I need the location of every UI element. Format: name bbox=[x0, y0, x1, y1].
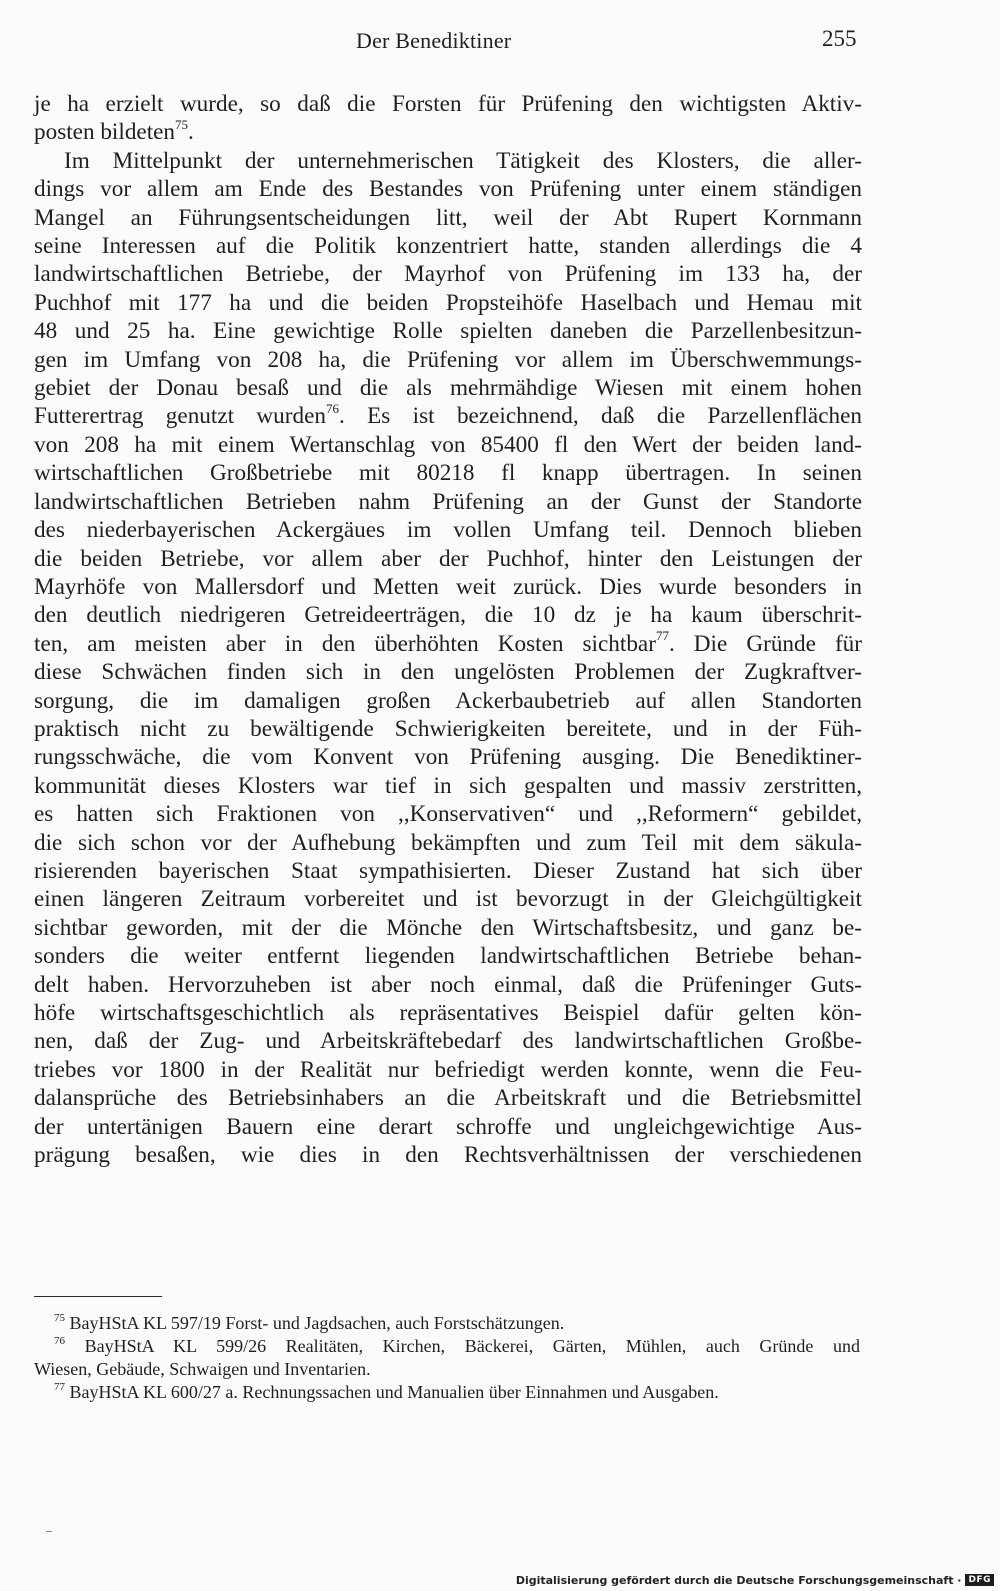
margin-mark bbox=[46, 1531, 52, 1532]
body-line: je ha erzielt wurde, so daß die Forsten für Prüfening den wichtigsten Aktiv- bbox=[34, 91, 862, 117]
footnote-line: $^{77}$ BayHStA KL 600/27 a. Rechnungssachen und Manualien über Einnahmen und Ausgaben. bbox=[54, 1381, 719, 1402]
body-line: gen im Umfang von 208 ha, die Prüfening vor allem im Überschwemmungs- bbox=[34, 346, 862, 373]
footnote-number: 77 bbox=[54, 1381, 65, 1393]
body-line: sorgung, die im damaligen großen Ackerbaubetrieb auf allen Standorten bbox=[34, 687, 862, 714]
body-line: 48 und 25 ha. Eine gewichtige Rolle spielten daneben die Parzellenbesitzun- bbox=[34, 318, 862, 345]
body-line: sonders die weiter entfernt liegenden landwirtschaftlichen Betriebe behan- bbox=[34, 943, 862, 970]
body-line: einen längeren Zeitraum vorbereitet und ist bevorzugt in der Gleichgültigkeit bbox=[34, 886, 862, 913]
footnote-number: 75 bbox=[54, 1312, 65, 1324]
body-line: nen, daß der Zug- und Arbeitskräftebedarf des landwirtschaftlichen Großbe- bbox=[34, 1028, 862, 1055]
footnote-ref: 76 bbox=[325, 400, 339, 416]
body-line: die sich schon vor der Aufhebung bekämpften und zum Teil mit dem säkula- bbox=[34, 829, 862, 856]
body-line: des niederbayerischen Ackergäues im vollen Umfang teil. Dennoch blieben bbox=[34, 517, 862, 544]
page-header bbox=[0, 28, 1000, 62]
running-title: Der Benediktiner bbox=[356, 28, 512, 53]
body-line: Mayrhöfe von Mallersdorf und Metten weit zurück. Dies wurde besonders in bbox=[34, 573, 862, 600]
body-line: dalansprüche des Betriebsinhabers an die Arbeitskraft und die Betriebsmittel bbox=[34, 1085, 862, 1112]
body-line: dings vor allem am Ende des Bestandes von Prüfening unter einem ständigen bbox=[34, 176, 862, 203]
body-line: rungsschwäche, die vom Konvent von Prüfening ausging. Die Benediktiner- bbox=[34, 744, 862, 771]
footnote-ref: 77 bbox=[655, 627, 669, 643]
footnote-ref: 75 bbox=[175, 116, 189, 132]
body-line: ten, am meisten aber in den überhöhten Kosten sichtbar$^{77}$. Die Gründe für bbox=[34, 627, 862, 657]
body-line: seine Interessen auf die Politik konzentriert hatte, standen allerdings die 4 bbox=[34, 233, 862, 260]
body-line: diese Schwächen finden sich in den ungelösten Problemen der Zugkraftver- bbox=[34, 659, 862, 686]
body-line: höfe wirtschaftsgeschichtlich als repräsentatives Beispiel dafür gelten kön- bbox=[34, 1000, 862, 1026]
digitization-credit bbox=[516, 1569, 1000, 1591]
footnote-number: 76 bbox=[54, 1335, 65, 1347]
body-line: von 208 ha mit einem Wertanschlag von 85400 fl den Wert der beiden land- bbox=[34, 431, 862, 458]
footnote-rule bbox=[34, 1296, 162, 1297]
body-text bbox=[34, 90, 862, 1169]
body-line: prägung besaßen, wie dies in den Rechtsverhältnissen der verschiedenen bbox=[34, 1142, 862, 1169]
body-line: es hatten sich Fraktionen von ,,Konservativen“ und ,,Reformern“ gebildet, bbox=[34, 801, 862, 828]
body-line: landwirtschaftlichen Betriebe, der Mayrhof von Prüfening im 133 ha, der bbox=[34, 261, 862, 288]
body-line: Puchhof mit 177 ha und die beiden Propsteihöfe Haselbach und Hemau mit bbox=[34, 289, 862, 316]
body-line: kommunität dieses Klosters war tief in sich gespalten und massiv zerstritten, bbox=[34, 772, 862, 799]
body-line: Futterertrag genutzt wurden$^{76}$. Es ist bezeichnend, daß die Parzellenflächen bbox=[34, 400, 862, 430]
body-line: die beiden Betriebe, vor allem aber der Puchhof, hinter den Leistungen der bbox=[34, 545, 862, 572]
dfg-logo-icon: DFG bbox=[965, 1574, 994, 1586]
footnote-line: Wiesen, Gebäude, Schwaigen und Inventarien. bbox=[34, 1359, 371, 1379]
body-line: risierenden bayerischen Staat sympathisierten. Dieser Zustand hat sich über bbox=[34, 857, 862, 884]
body-line: delt haben. Hervorzuheben ist aber noch einmal, daß die Prüfeninger Guts- bbox=[34, 971, 862, 998]
body-line: der untertänigen Bauern eine derart schroffe und ungleichgewichtige Aus- bbox=[34, 1113, 862, 1140]
credit-text: Digitalisierung gefördert durch die Deutsche Forschungsgemeinschaft · bbox=[515, 1573, 962, 1587]
body-line: posten bildeten$^{75}$. bbox=[34, 116, 194, 146]
page-number: 255 bbox=[822, 26, 857, 51]
body-line: landwirtschaftlichen Betrieben nahm Prüfening an der Gunst der Standorte bbox=[34, 488, 862, 515]
body-line: gebiet der Donau besaß und die als mehrmähdige Wiesen mit einem hohen bbox=[34, 375, 862, 402]
body-line: sichtbar geworden, mit der die Mönche den Wirtschaftsbesitz, und ganz be- bbox=[34, 914, 862, 941]
body-line: den deutlich niedrigeren Getreideerträgen, die 10 dz je ha kaum überschrit- bbox=[34, 602, 862, 629]
body-line: wirtschaftlichen Großbetriebe mit 80218 fl knapp übertragen. In seinen bbox=[34, 460, 862, 487]
footnote-line: $^{76}$ BayHStA KL 599/26 Realitäten, Kirchen, Bäckerei, Gärten, Mühlen, auch Gründe und bbox=[54, 1335, 860, 1356]
body-line: praktisch nicht zu bewältigende Schwierigkeiten bereitete, und in der Füh- bbox=[34, 715, 862, 742]
body-line: Mangel an Führungsentscheidungen litt, weil der Abt Rupert Kornmann bbox=[34, 204, 862, 231]
footnotes bbox=[34, 1312, 860, 1404]
footnote-line: $^{75}$ BayHStA KL 597/19 Forst- und Jagdsachen, auch Forstschätzungen. bbox=[54, 1312, 565, 1333]
body-line: triebes vor 1800 in der Realität nur befriedigt werden konnte, wenn die Feu- bbox=[34, 1056, 862, 1083]
body-line: Im Mittelpunkt der unternehmerischen Tätigkeit des Klosters, die aller- bbox=[64, 147, 862, 174]
